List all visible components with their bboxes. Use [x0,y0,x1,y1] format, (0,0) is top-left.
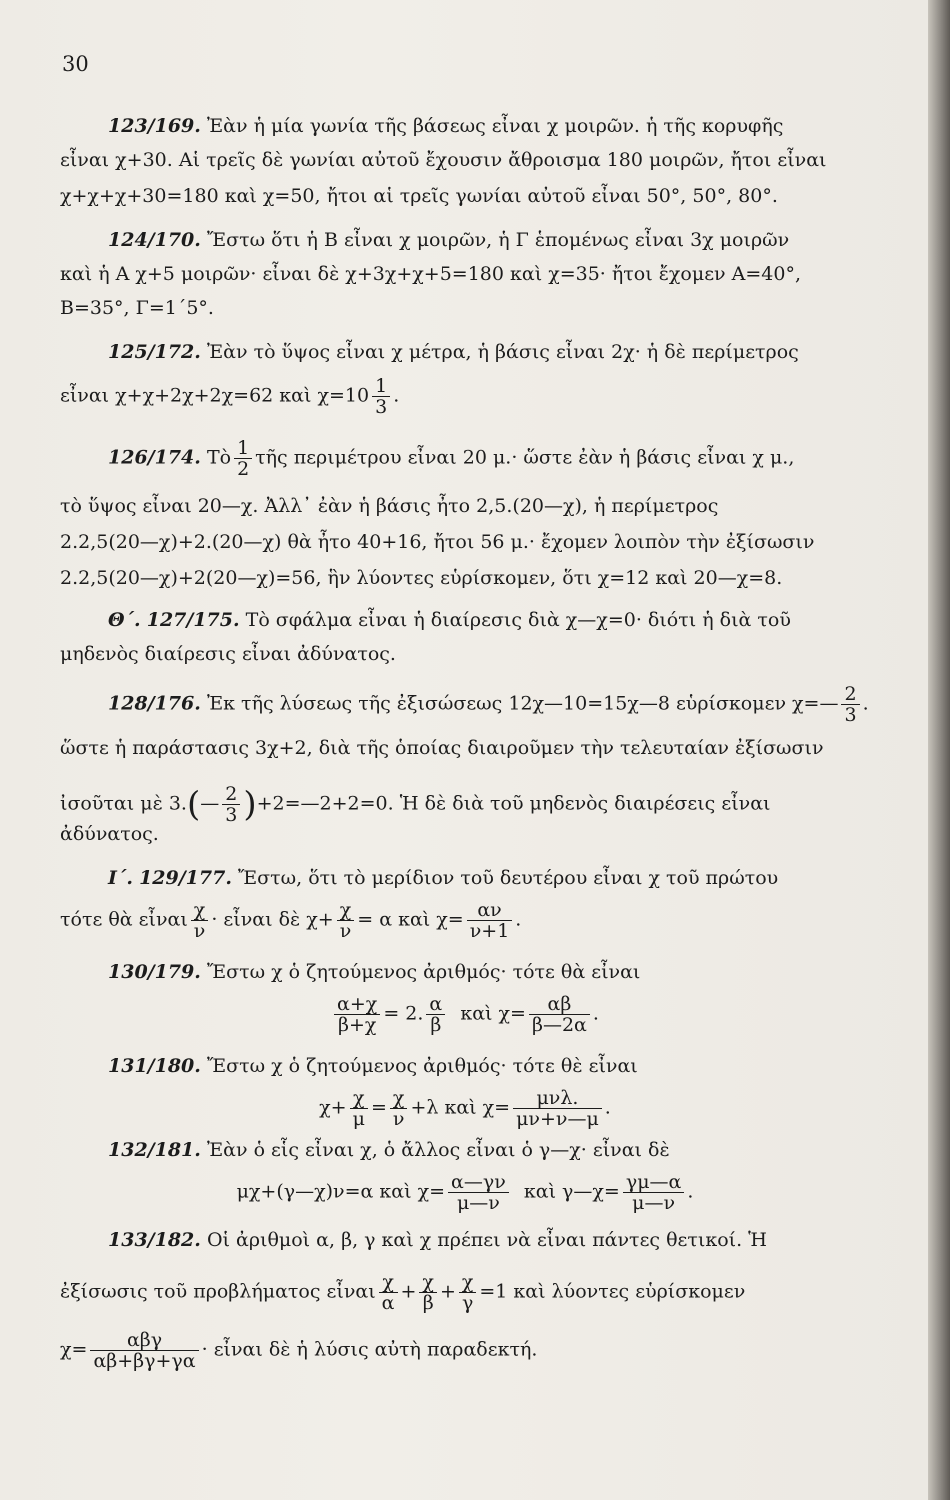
p123-label: 123/169. [108,115,201,137]
p133-label: 133/182. [108,1229,201,1251]
p132-line-1: 132/181. Ἐὰν ὁ εἷς εἶναι χ, ὁ ἄλλος εἶναι ὁ γ—χ· εἶναι δὲ [108,1139,670,1161]
p128-line-2: ὥστε ἡ παράστασις 3χ+2, διὰ τῆς ὁποίας διαιροῦμεν τὴν τελευταίαν ἐξίσωσιν [60,737,824,759]
p125-fraction: $\frac{1}{3}$ [372,376,390,417]
p123-line-2: εἶναι χ+30. Αἱ τρεῖς δὲ γωνίαι αὐτοῦ ἔχουσιν ἄθροισμα 180 μοιρῶν, ἤτοι εἶναι [60,149,827,171]
p131-fraction-2: $\frac{\chi}{\nu}$ [390,1088,408,1129]
p125-line-2: εἶναι χ+χ+2χ+2χ=62 καὶ χ=10 $\frac{1}{3}$ . [60,375,400,418]
p127-line-1: Θ΄. 127/175. Τὸ σφάλμα εἶναι ἡ διαίρεσις διὰ χ—χ=0· διότι ἡ διὰ τοῦ [108,609,791,631]
p130-label: 130/179. [108,961,201,983]
p133-fraction-1: $\frac{\chi}{\alpha}$ [379,1272,398,1313]
p132-label: 132/181. [108,1139,201,1161]
p132-fraction-1: $\frac{\alpha—\gamma\nu}{\mu—\nu}$ [448,1172,509,1213]
p124-line-1 [108,228,870,252]
p129-section: Ι΄. [108,867,134,889]
p130-fraction-3: $\frac{\alpha\beta}{\beta—2\alpha}$ [529,994,590,1035]
p133-fraction-3: $\frac{\chi}{\gamma}$ [459,1272,477,1313]
p129-fraction-1: $\frac{\chi}{\nu}$ [191,900,209,941]
p125-text-2: εἶναι χ+χ+2χ+2χ=62 καὶ χ=10 [60,384,370,407]
p132-fraction-2: $\frac{\gamma\mu—\alpha}{\mu—\nu}$ [623,1172,685,1213]
p129-label: 129/177. [139,867,232,889]
p123-line-1 [108,114,870,138]
p131-line-1: 131/180. Ἔστω χ ὁ ζητούμενος ἀριθμός· τότε θὲ εἶναι [108,1055,638,1077]
p124-line-2: καὶ ἡ Α χ+5 μοιρῶν· εἶναι δὲ χ+3χ+χ+5=180 καὶ χ=35· ἤτοι ἔχομεν Α=40°, [60,263,801,285]
p131-fraction-3: $\frac{\text{μνλ.}}{\mu\nu+\nu—\mu}$ [513,1088,602,1129]
p128-line-3: ἰσοῦται μὲ 3.(— $\frac{2}{3}$ )+2=—2+2=0. Ἡ δὲ διὰ τοῦ μηδενὸς διαιρέσεις εἶναι [60,783,771,826]
p126-label: 126/174. [108,446,201,469]
p130-fraction-2: $\frac{\alpha}{\beta}$ [426,994,445,1035]
p126-fraction: $\frac{1}{2}$ [234,438,252,479]
p129-fraction-2: $\frac{\chi}{\nu}$ [337,900,355,941]
p129-fraction-3: $\frac{\alpha\nu}{\nu+1}$ [467,900,513,941]
p126-line-3: 2.2,5(20—χ)+2.(20—χ) θὰ ἦτο 40+16, ἤτοι 56 μ.· ἔχομεν λοιπὸν τὴν ἐξίσωσιν [60,531,815,553]
p128-fraction-2: $\frac{2}{3}$ [222,784,240,825]
p123-line-3: χ+χ+χ+30=180 καὶ χ=50, ἤτοι αἱ τρεῖς γωνίαι αὐτοῦ εἶναι 50°, 50°, 80°. [60,185,778,207]
p133-line-3: χ= $\frac{\text{αβγ}}{\alpha\beta+\beta\gamma+\gamma\alpha}$ · εἶναι δὲ ἡ λύσις αὐτὴ παραδεκτή. [60,1329,538,1372]
p130-equation: $\frac{\alpha+\chi}{\beta+\chi}$ = 2. $\frac{\alpha}{\beta}$ καὶ χ= $\frac{\alpha\beta}{\beta—2\alpha}$ . [60,994,870,1035]
p125-line-1 [108,340,870,364]
p131-equation: χ+ $\frac{\chi}{\mu}$ = $\frac{\chi}{\nu}$ +λ καὶ χ= $\frac{\text{μνλ.}}{\mu\nu+\nu—\mu}$ . [319,1087,611,1130]
p129-line-2: τότε θὰ εἶναι $\frac{\chi}{\nu}$ · εἶναι δὲ χ+ $\frac{\chi}{\nu}$ = α καὶ χ= $\frac{\alpha\nu}{\nu+1}$ . [60,899,522,942]
p129-line-1: Ι΄. 129/177. Ἔστω, ὅτι τὸ μερίδιον τοῦ δευτέρου εἶναι χ τοῦ πρώτου [108,867,779,889]
p133-line-2: ἐξίσωσις τοῦ προβλήματος εἶναι $\frac{\chi}{\alpha}$ + $\frac{\chi}{\beta}$ + $\frac{\chi}{\gamma}$ =1 καὶ λύοντες εὑρίσκομεν [60,1271,746,1314]
p125-text-1: Ἐὰν τὸ ὕψος εἶναι χ μέτρα, ἡ βάσις εἶναι 2χ· ἡ δὲ περίμετρος [206,341,799,363]
p133-fraction-2: $\frac{\chi}{\beta}$ [419,1272,437,1313]
p128-fraction-1: $\frac{2}{3}$ [841,684,859,725]
p127-line-2: μηδενὸς διαίρεσις εἶναι ἀδύνατος. [60,643,396,665]
p124-line-3: Β=35°, Γ=1΄5°. [60,297,214,319]
p125-label: 125/172. [108,341,201,363]
p126-line-4: 2.2,5(20—χ)+2(20—χ)=56, ἣν λύοντες εὑρίσκομεν, ὅτι χ=12 καὶ 20—χ=8. [60,567,783,589]
p126-line-1: 126/174. Τὸ $\frac{1}{2}$ τῆς περιμέτρου εἶναι 20 μ.· ὥστε ἐὰν ἡ βάσις εἶναι χ μ., [108,437,795,480]
p133-line-1: 133/182. Οἱ ἀριθμοὶ α, β, γ καὶ χ πρέπει νὰ εἶναι πάντες θετικοί. Ἡ [108,1229,768,1251]
p126-line-2: τὸ ὕψος εἶναι 20—χ. Ἀλλ᾿ ἐὰν ἡ βάσις ἦτο 2,5.(20—χ), ἡ περίμετρος [60,495,719,517]
p127-section: Θ΄. [108,609,141,631]
p131-label: 131/180. [108,1055,201,1077]
page-number: 30 [62,52,89,76]
p128-line-1: 128/176. Ἐκ τῆς λύσεως τῆς ἐξισώσεως 12χ—10=15χ—8 εὑρίσκομεν χ=— $\frac{2}{3}$ . [108,683,869,726]
p123-text-1: Ἐὰν ἡ μία γωνία τῆς βάσεως εἶναι χ μοιρῶν. ἡ τῆς κορυφῆς [206,115,784,137]
p128-label: 128/176. [108,692,201,715]
book-binding-edge [928,0,950,1500]
p127-label: 127/175. [146,609,240,631]
p124-text-1: Ἔστω ὅτι ἡ Β εἶναι χ μοιρῶν, ἡ Γ ἑπομένως εἶναι 3χ μοιρῶν [206,229,790,251]
p130-fraction-1: $\frac{\alpha+\chi}{\beta+\chi}$ [334,994,380,1035]
p133-fraction-4: $\frac{\text{αβγ}}{\alpha\beta+\beta\gamma+\gamma\alpha}$ [90,1330,198,1371]
p124-label: 124/170. [108,229,201,251]
p132-equation: μχ+(γ—χ)ν=α καὶ χ= $\frac{\alpha—\gamma\nu}{\mu—\nu}$ καὶ γ—χ= $\frac{\gamma\mu—\alpha}{\mu—\nu}$ . [236,1171,694,1214]
p128-line-4: ἀδύνατος. [60,823,159,845]
p131-fraction-1: $\frac{\chi}{\mu}$ [350,1088,368,1129]
p130-line-1: 130/179. Ἔστω χ ὁ ζητούμενος ἀριθμός· τότε θὰ εἶναι [108,961,641,983]
